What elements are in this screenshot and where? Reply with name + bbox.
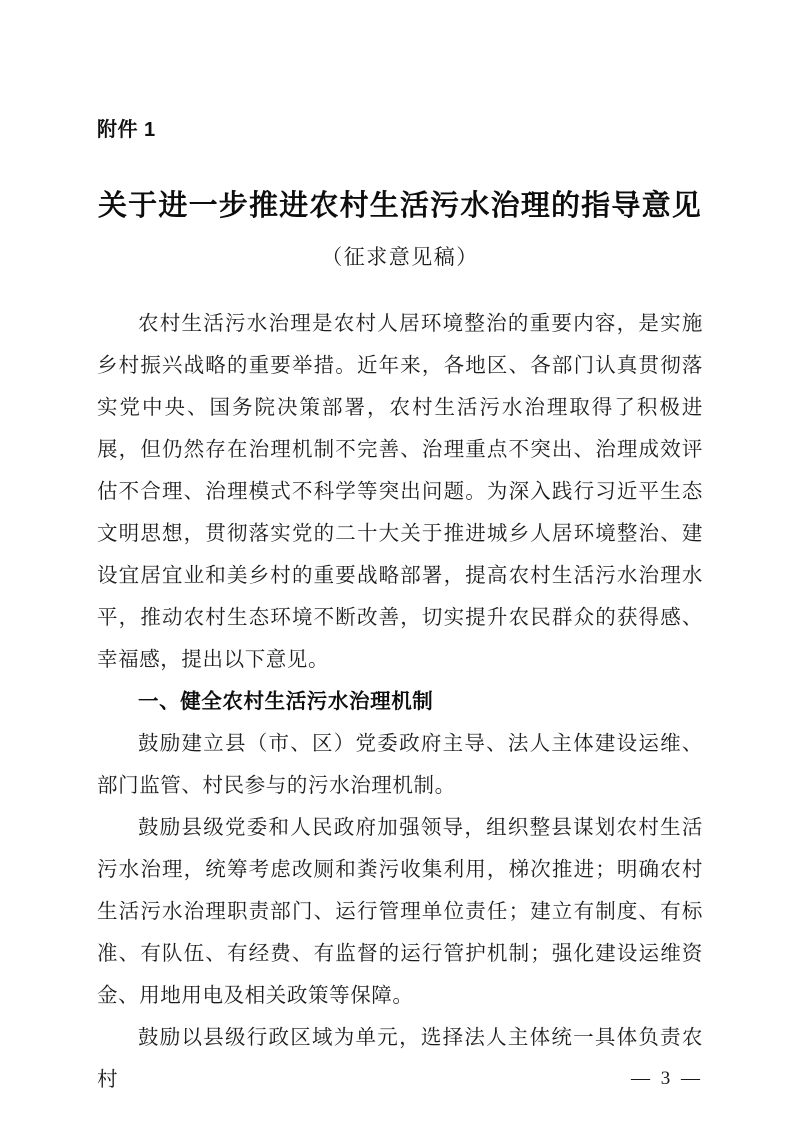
intro-paragraph: 农村生活污水治理是农村人居环境整治的重要内容，是实施乡村振兴战略的重要举措。近年来，各地区、各部门认真贯彻落实党中央、国务院决策部署，农村生活污水治理取得了积极进展，但仍然存在治理机制不完善、治理重点不突出、治理成效评估不合理、治理模式不科学等突出问题。为深入践行习近平生态文明思想，贯彻落实党的二十大关于推进城乡人居环境整治、建设宜居宜业和美乡村的重要战略部署，提高农村生活污水治理水平，推动农村生态环境不断改善，切实提升农民群众的获得感、幸福感，提出以下意见。 xyxy=(97,313,703,671)
section-1-paragraph-3: 鼓励以县级行政区域为单元，选择法人主体统一具体负责农村 xyxy=(97,1027,703,1091)
document-body xyxy=(97,303,703,1101)
section-1-paragraph-1: 鼓励建立县（市、区）党委政府主导、法人主体建设运维、部门监管、村民参与的污水治理机制。 xyxy=(97,733,703,797)
page-title: 关于进一步推进农村生活污水治理的指导意见 xyxy=(97,190,702,222)
document-subtitle: （征求意见稿） xyxy=(321,245,479,269)
attachment-label: 附件 1 xyxy=(97,119,156,141)
section-1-paragraph-2: 鼓励县级党委和人民政府加强领导，组织整县谋划农村生活污水治理，统筹考虑改厕和粪污收集利用，梯次推进；明确农村生活污水治理职责部门、运行管理单位责任；建立有制度、有标准、有队伍、有经费、有监督的运行管护机制；强化建设运维资金、用地用电及相关政策等保障。 xyxy=(97,817,703,1007)
section-heading-1: 一、健全农村生活污水治理机制 xyxy=(138,690,434,713)
page-number-footer: — 3 — xyxy=(631,1068,703,1089)
